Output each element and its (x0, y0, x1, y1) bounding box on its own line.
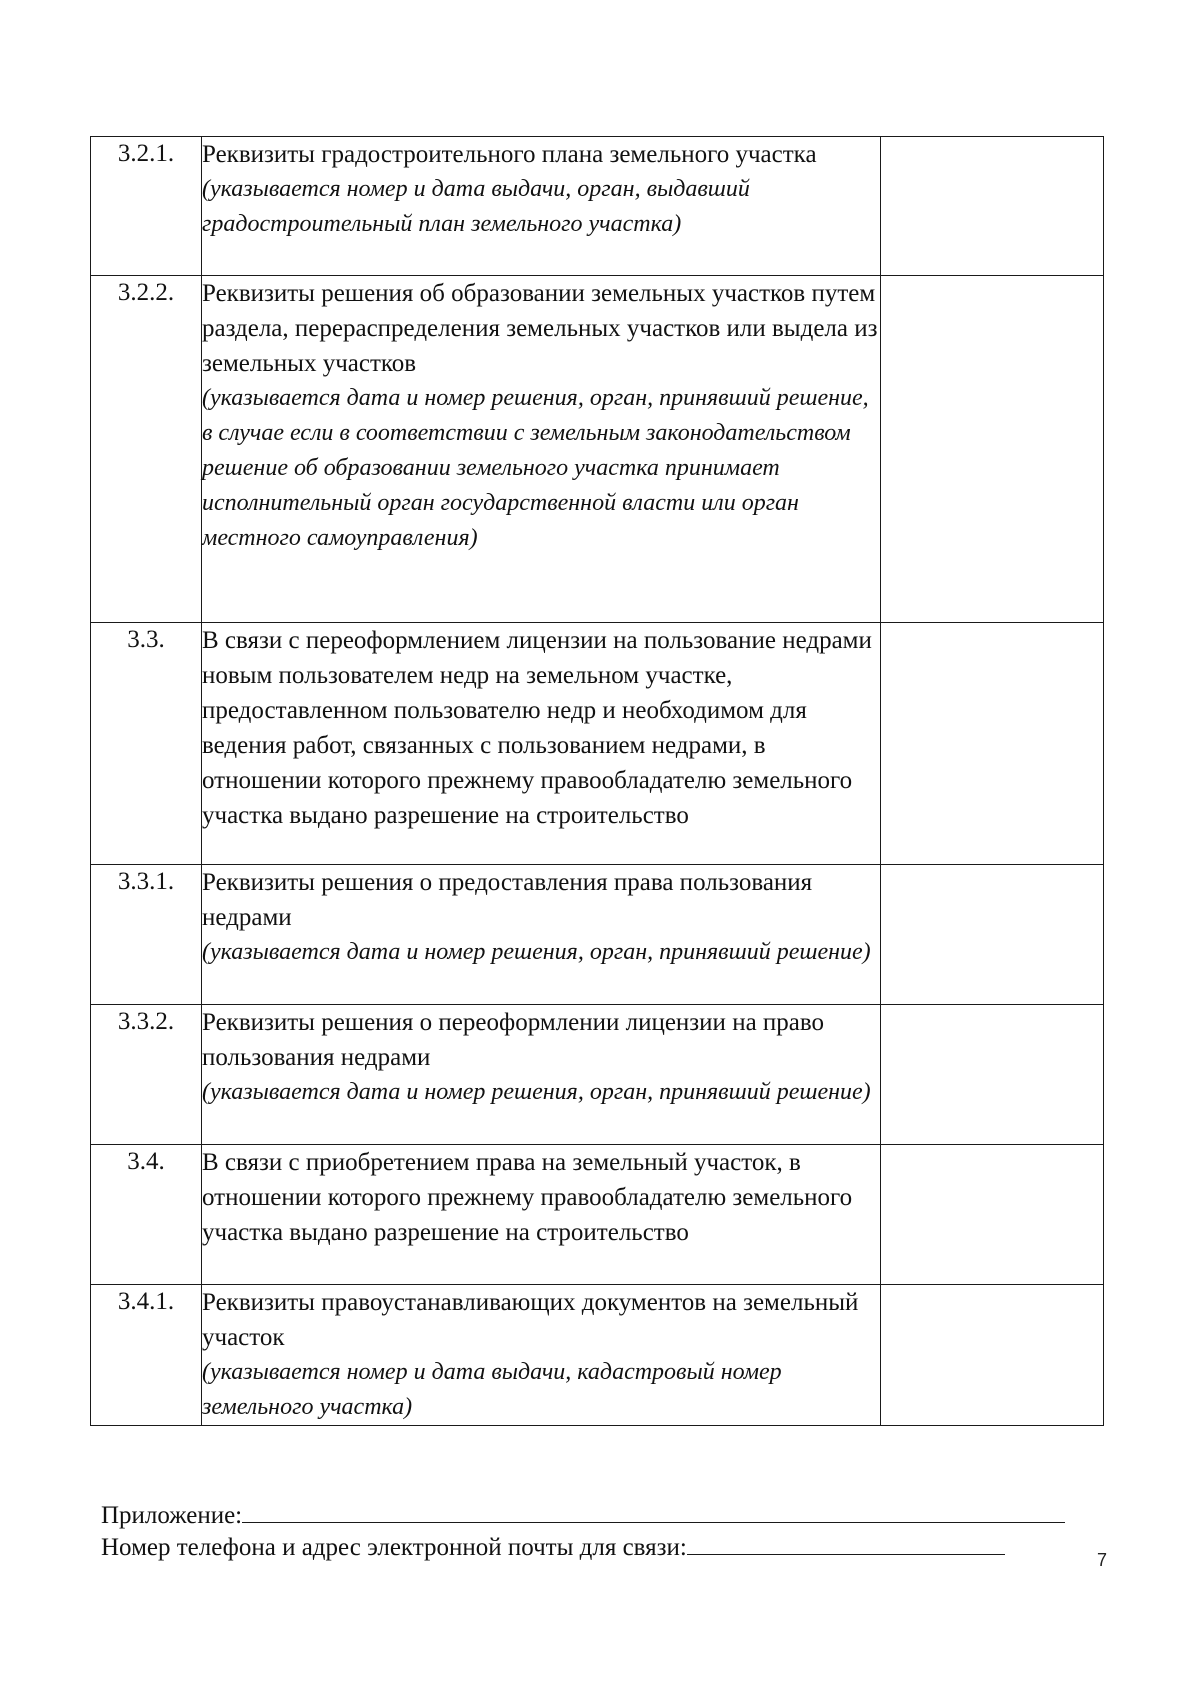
item-number: 3.3.1. (91, 865, 202, 1005)
item-note: (указывается дата и номер решения, орган, принявший решение) (202, 1079, 871, 1105)
attachment-label: Приложение: (101, 1502, 243, 1529)
contact-blank-field[interactable] (687, 1532, 1005, 1555)
item-value-field[interactable] (881, 1285, 1104, 1426)
table-row (91, 276, 1104, 623)
item-value-field[interactable] (881, 865, 1104, 1005)
item-description (202, 623, 881, 865)
item-value-field[interactable] (881, 1145, 1104, 1285)
item-value-field[interactable] (881, 1005, 1104, 1145)
table-row (91, 1145, 1104, 1285)
item-number: 3.4. (91, 1145, 202, 1285)
page-number: 7 (1097, 1550, 1108, 1570)
item-description (202, 1005, 881, 1145)
item-text: Реквизиты решения о переоформлении лицензии на право пользования недрами (202, 1009, 825, 1071)
item-note: (указывается номер и дата выдачи, кадастровый номер земельного участка) (202, 1359, 782, 1420)
attachment-blank-field[interactable] (242, 1500, 1065, 1523)
item-description (202, 1145, 881, 1285)
item-text: Реквизиты решения о предоставления права пользования недрами (202, 869, 813, 931)
item-value-field[interactable] (881, 276, 1104, 623)
item-text: Реквизиты решения об образовании земельных участков путем раздела, перераспределения земельных участков или выдела из земельных участков (202, 280, 878, 377)
item-number: 3.4.1. (91, 1285, 202, 1426)
table-row (91, 623, 1104, 865)
item-value-field[interactable] (881, 137, 1104, 276)
form-table-body (91, 137, 1104, 1426)
table-row (91, 137, 1104, 276)
item-note: (указывается дата и номер решения, орган, принявший решение) (202, 939, 871, 965)
item-note: (указывается номер и дата выдачи, орган, выдавший градостроительный план земельного участка) (202, 176, 750, 237)
table-row (91, 1005, 1104, 1145)
item-description (202, 1285, 881, 1426)
item-description (202, 137, 881, 276)
application-form-table (90, 136, 1104, 1426)
item-text: Реквизиты правоустанавливающих документов на земельный участок (202, 1289, 859, 1351)
table-row (91, 1285, 1104, 1426)
item-text: Реквизиты градостроительного плана земельного участка (202, 141, 817, 168)
contact-line (101, 1532, 1005, 1563)
item-description (202, 276, 881, 623)
item-number: 3.3. (91, 623, 202, 865)
table-row (91, 865, 1104, 1005)
item-value-field[interactable] (881, 623, 1104, 865)
item-description (202, 865, 881, 1005)
contact-label: Номер телефона и адрес электронной почты для связи: (101, 1534, 687, 1561)
item-note: (указывается дата и номер решения, орган, принявший решение, в случае если в соответствии с земельным законодательством решение об образовании земельного участка принимает исполнительный орган государственной власти или орган местного самоуправления) (202, 385, 869, 551)
attachment-line (101, 1500, 1065, 1531)
item-number: 3.3.2. (91, 1005, 202, 1145)
item-text: В связи с переоформлением лицензии на пользование недрами новым пользователем недр на земельном участке, предоставленном пользователю недр и необходимом для ведения работ, связанных с пользованием недрами, в отношении которого прежнему правообладателю земельного участка выдано разрешение на строительство (202, 627, 872, 829)
item-text: В связи с приобретением права на земельный участок, в отношении которого прежнему правообладателю земельного участка выдано разрешение на строительство (202, 1149, 853, 1246)
item-number: 3.2.2. (91, 276, 202, 623)
item-number: 3.2.1. (91, 137, 202, 276)
